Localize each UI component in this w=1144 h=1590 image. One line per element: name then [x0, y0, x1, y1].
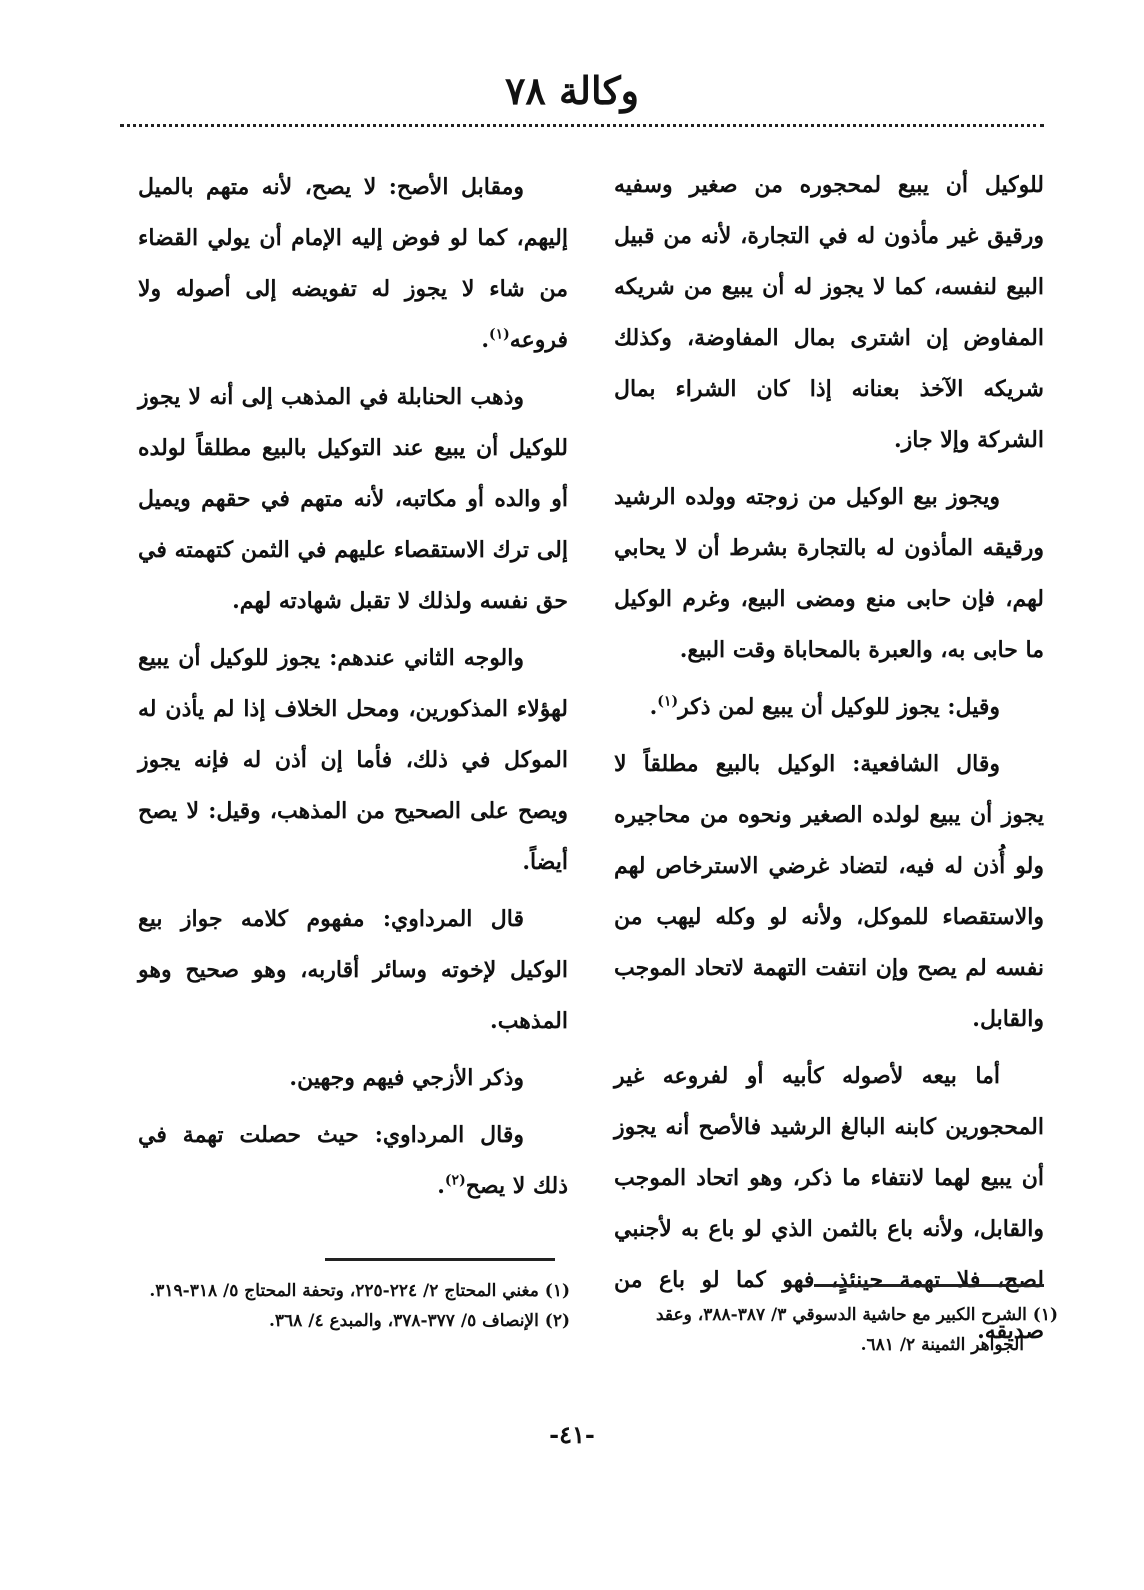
footnote-divider [814, 1284, 1044, 1287]
paragraph: وقال المرداوي: حيث حصلت تهمة في ذلك لا يصح$^{(٢)}$. [138, 1122, 568, 1199]
paragraph: وذكر الأزجي فيهم وجهين. [289, 1065, 524, 1091]
header-divider [120, 124, 1044, 127]
paragraph: والوجه الثاني عندهم: يجوز للوكيل أن يبيع لهؤلاء المذكورين، ومحل الخلاف إذا لم يأذن له الموكل في ذلك، فأما إن أذن له فإنه يجوز ويصح على الصحيح من المذهب، وقيل: لا يصح أيضاً. [138, 645, 568, 875]
paragraph: وذهب الحنابلة في المذهب إلى أنه لا يجوز للوكيل أن يبيع عند التوكيل بالبيع مطلقاً لولده أو والده أو مكاتبه، لأنه متهم في حقهم ويميل إلى ترك الاستقصاء عليهم في الثمن كتهمته في حق نفسه ولذلك لا تقبل شهادته لهم. [138, 384, 568, 614]
footnote: (٢) الإنصاف ٥/ ٣٧٧-٣٧٨، والمبدع ٤/ ٣٦٨. [269, 1311, 570, 1331]
footnote-marker: (١) [657, 693, 679, 710]
paragraph: وقال الشافعية: الوكيل بالبيع مطلقاً لا يجوز أن يبيع لولده الصغير ونحوه من محاجيره ولو أُذن له فيه، لتضاد غرضي الاسترخاص لهم والاستقصاء للموكل، ولأنه لو وكله ليهب من نفسه لم يصح وإن انتفت التهمة لاتحاد الموجب والقابل. [614, 751, 1044, 1032]
paragraph: قال المرداوي: مفهوم كلامه جواز بيع الوكيل لإخوته وسائر أقاربه، وهو صحيح وهو المذهب. [138, 906, 568, 1034]
footnotes-right [618, 1300, 1058, 1360]
paragraph-text: ومقابل الأصح: لا يصح، لأنه متهم بالميل إليهم، كما لو فوض إليه الإمام أن يولي القضاء من شاء لا يجوز له تفويضه إلى أصوله ولا فروعه [138, 174, 568, 353]
paragraph: ومقابل الأصح: لا يصح، لأنه متهم بالميل إليهم، كما لو فوض إليه الإمام أن يولي القضاء من شاء لا يجوز له تفويضه إلى أصوله ولا فروعه$^{(١)}$. [138, 174, 568, 353]
page-number: -٤١- [549, 1420, 595, 1449]
footnote-divider [325, 1258, 555, 1261]
footnote-marker: (٢) [444, 1172, 466, 1189]
paragraph: وقيل: يجوز للوكيل أن يبيع لمن ذكر$^{(١)}$. [649, 693, 1000, 720]
page-title: وكالة ٧٨ [504, 68, 640, 113]
footnotes-left [130, 1276, 570, 1336]
footnote: (١) الشرح الكبير مع حاشية الدسوقي ٣/ ٣٨٧-٣٨٨، وعقد الجواهر الثمينة ٢/ ٦٨١. [655, 1305, 1058, 1355]
footnote-marker: (١) [489, 326, 510, 343]
paragraph: ويجوز بيع الوكيل من زوجته وولده الرشيد ورقيقه المأذون له بالتجارة بشرط أن لا يحابي لهم، فإن حابى منع ومضى البيع، وغرم الوكيل ما حابى به، والعبرة بالمحاباة وقت البيع. [614, 484, 1044, 663]
paragraph-text: وقال المرداوي: حيث حصلت تهمة في ذلك لا يصح [138, 1122, 568, 1199]
footnote: (١) مغني المحتاج ٢/ ٢٢٤-٢٢٥، وتحفة المحتاج ٥/ ٣١٨-٣١٩. [149, 1281, 570, 1301]
right-column [614, 160, 1044, 1363]
paragraph-text: وقيل: يجوز للوكيل أن يبيع لمن ذكر [678, 694, 1000, 720]
paragraph: للوكيل أن يبيع لمحجوره من صغير وسفيه ورقيق غير مأذون له في التجارة، لأنه من قبيل البيع لنفسه، كما لا يجوز له أن يبيع من شريكه المفاوض إن اشترى بمال المفاوضة، وكذلك شريكه الآخذ بعنانه إذا كان الشراء بمال الشركة وإلا جاز. [614, 172, 1044, 453]
paragraph: أما بيعه لأصوله كأبيه أو لفروعه غير المحجورين كابنه البالغ الرشيد فالأصح أنه يجوز أن يبيع لهما لانتفاء ما ذكر، وهو اتحاد الموجب والقابل، ولأنه باع بالثمن الذي لو باع به لأجنبي لصح، فلا تهمة حينئذٍ، فهو كما لو باع من صديقه. [614, 1063, 1044, 1344]
left-column [138, 162, 568, 1218]
